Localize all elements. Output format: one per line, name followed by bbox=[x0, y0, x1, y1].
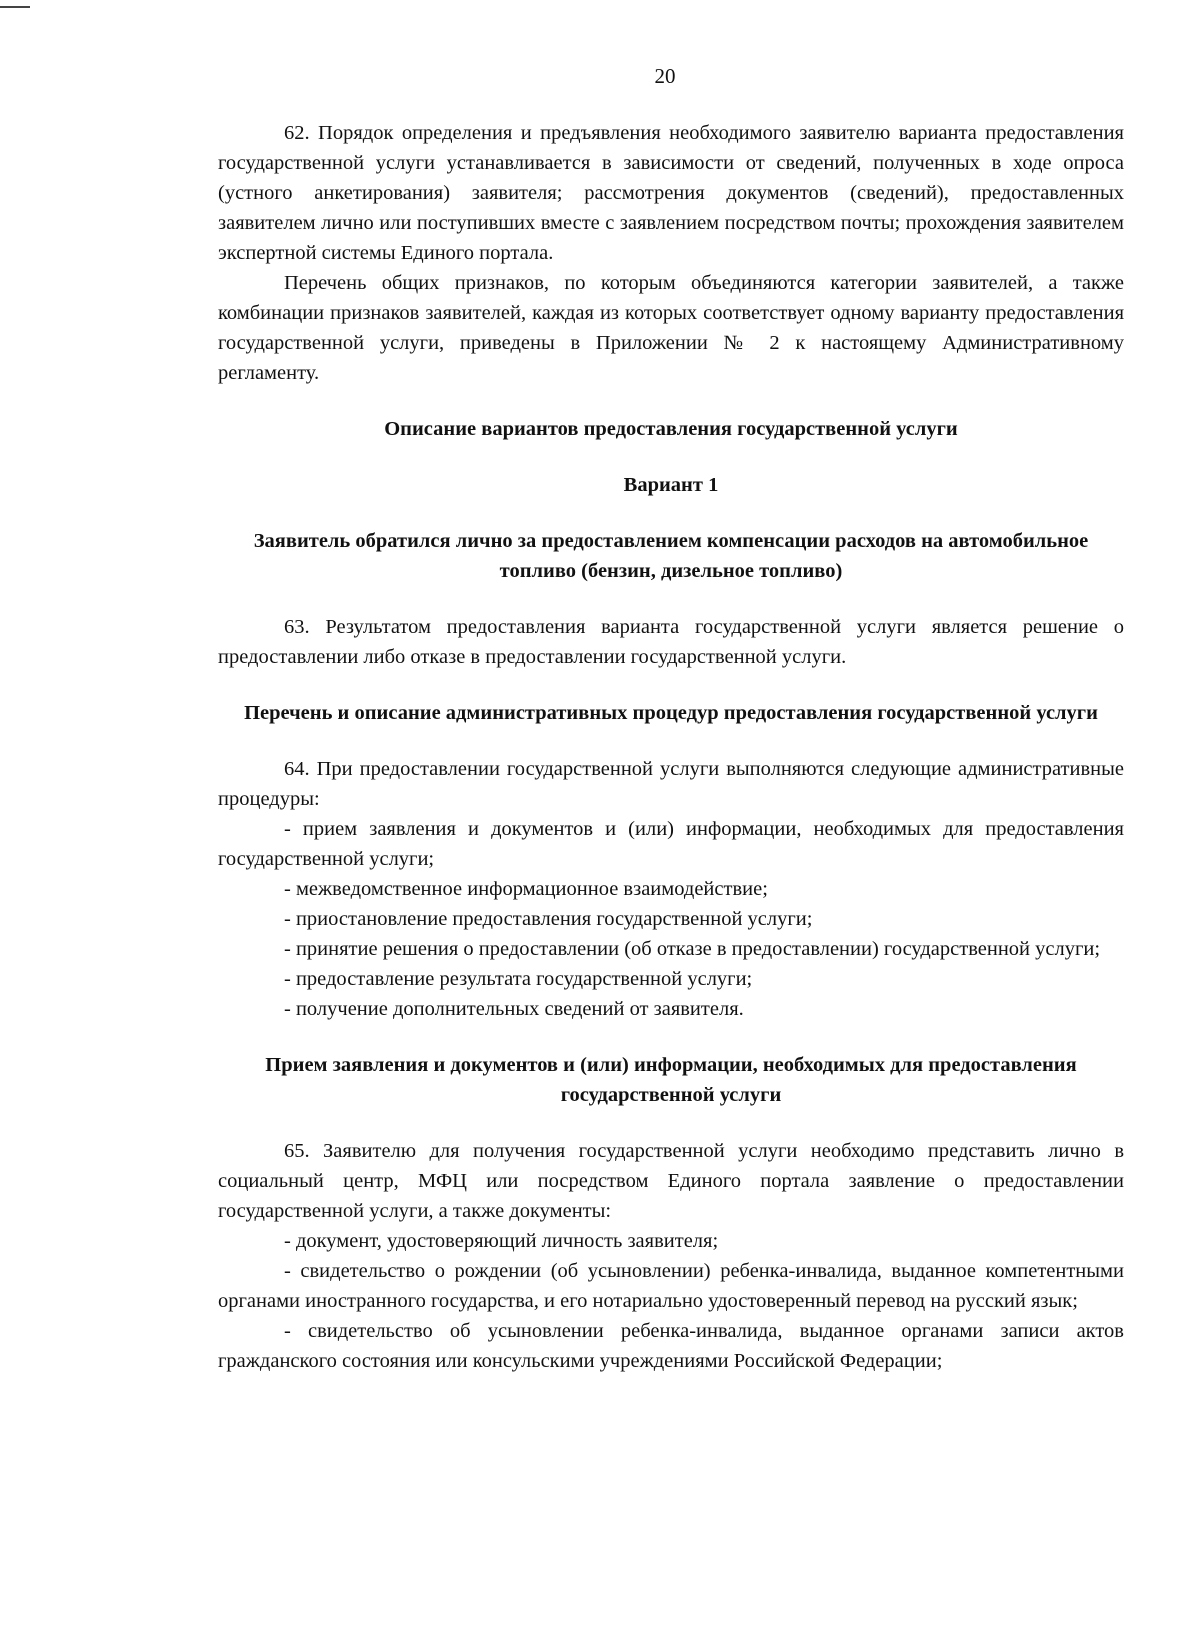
document-body bbox=[218, 118, 1124, 1376]
list-item: - документ, удостоверяющий личность заявителя; bbox=[284, 1230, 719, 1252]
paragraph-65: 65. Заявителю для получения государственной услуги необходимо представить лично в социальный центр, МФЦ или посредством Единого портала заявление о предоставлении государственной услуги, а также документы: bbox=[218, 1140, 1124, 1222]
list-item: - приостановление предоставления государственной услуги; bbox=[284, 908, 813, 930]
list-item: - свидетельство о рождении (об усыновлении) ребенка-инвалида, выданное компетентными органами иностранного государства, и его нотариально удостоверенный перевод на русский язык; bbox=[218, 1260, 1124, 1312]
list-item: - предоставление результата государственной услуги; bbox=[284, 968, 753, 990]
heading-variant-1: Вариант 1 bbox=[623, 474, 719, 496]
scan-corner-mark bbox=[0, 6, 30, 8]
paragraph-62: 62. Порядок определения и предъявления необходимого заявителю варианта предоставления государственной услуги устанавливается в зависимости от сведений, полученных в ходе опроса (устного анкетирования) заявителя; рассмотрения документов (сведений), предоставленных заявителем лично или поступивших вместе с заявлением посредством почты; прохождения заявителем экспертной системы Единого портала. bbox=[218, 122, 1124, 264]
paragraph-63: 63. Результатом предоставления варианта государственной услуги является решение о предоставлении либо отказе в предоставлении государственной услуги. bbox=[218, 616, 1124, 668]
heading-variants-description: Описание вариантов предоставления государственной услуги bbox=[384, 418, 958, 440]
paragraph-64: 64. При предоставлении государственной услуги выполняются следующие административные процедуры: bbox=[218, 758, 1124, 810]
list-item: - свидетельство об усыновлении ребенка-инвалида, выданное органами записи актов гражданского состояния или консульскими учреждениями Российской Федерации; bbox=[218, 1320, 1124, 1372]
heading-reception-of-application: Прием заявления и документов и (или) информации, необходимых для предоставления государственной услуги bbox=[265, 1054, 1077, 1106]
heading-administrative-procedures: Перечень и описание административных процедур предоставления государственной услуги bbox=[244, 702, 1098, 724]
heading-applicant-fuel-compensation: Заявитель обратился лично за предоставлением компенсации расходов на автомобильное топливо (бензин, дизельное топливо) bbox=[253, 530, 1089, 582]
page-number: 20 bbox=[654, 64, 676, 88]
list-item: - получение дополнительных сведений от заявителя. bbox=[284, 998, 744, 1020]
list-item: - принятие решения о предоставлении (об отказе в предоставлении) государственной услуги; bbox=[284, 938, 1101, 960]
paragraph-62-list-note: Перечень общих признаков, по которым объединяются категории заявителей, а также комбинации признаков заявителей, каждая из которых соответствует одному варианту предоставления государственной услуги, приведены в Приложении № 2 к настоящему Административному регламенту. bbox=[218, 272, 1124, 384]
list-item: - прием заявления и документов и (или) информации, необходимых для предоставления государственной услуги; bbox=[218, 818, 1124, 870]
list-item: - межведомственное информационное взаимодействие; bbox=[284, 878, 768, 900]
